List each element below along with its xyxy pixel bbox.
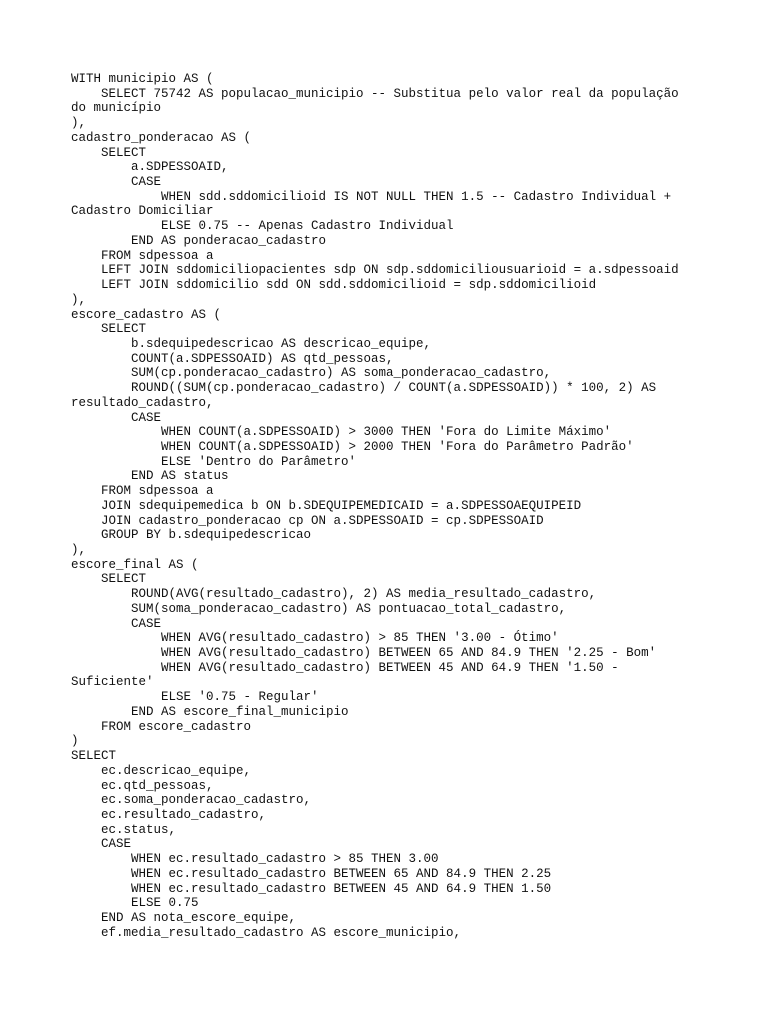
code-line: WITH municipio AS (	[71, 72, 214, 86]
code-line: COUNT(a.SDPESSOAID) AS qtd_pessoas,	[71, 351, 394, 366]
code-line: FROM sdpessoa a	[71, 248, 214, 263]
code-line: ROUND((SUM(cp.ponderacao_cadastro) / COUNT(a.SDPESSOAID)) * 100, 2) AS	[71, 381, 657, 396]
code-line: SELECT	[71, 749, 117, 764]
code-line: WHEN COUNT(a.SDPESSOAID) > 2000 THEN 'Fora do Parâmetro Padrão'	[71, 439, 634, 454]
code-line: do município	[71, 101, 162, 116]
code-line: FROM escore_cadastro	[71, 719, 252, 734]
code-line: WHEN AVG(resultado_cadastro) BETWEEN 45 AND 64.9 THEN '1.50 -	[71, 660, 619, 675]
code-line: SELECT	[71, 572, 147, 587]
code-line: Cadastro Domiciliar	[71, 204, 214, 219]
code-line: ec.descricao_equipe,	[71, 763, 252, 778]
code-line: LEFT JOIN sddomicilio sdd ON sdd.sddomicilioid = sdp.sddomicilioid	[71, 278, 597, 293]
code-line: LEFT JOIN sddomiciliopacientes sdp ON sdp.sddomiciliousuarioid = a.sdpessoaid	[71, 263, 679, 278]
code-line: WHEN ec.resultado_cadastro BETWEEN 65 AND 84.9 THEN 2.25	[71, 866, 552, 881]
code-line: SUM(soma_ponderacao_cadastro) AS pontuacao_total_cadastro,	[71, 601, 567, 616]
code-line: END AS escore_final_municipio	[71, 704, 349, 719]
code-line: ef.media_resultado_cadastro AS escore_municipio,	[71, 925, 462, 940]
code-line: WHEN AVG(resultado_cadastro) BETWEEN 65 AND 84.9 THEN '2.25 - Bom'	[71, 646, 657, 661]
code-line: )	[71, 734, 79, 749]
code-line: ec.soma_ponderacao_cadastro,	[71, 793, 312, 808]
code-line: ec.resultado_cadastro,	[71, 807, 267, 822]
code-line: b.sdequipedescricao AS descricao_equipe,	[71, 336, 432, 351]
sql-code-block	[71, 72, 711, 940]
code-line: CASE	[71, 175, 162, 190]
code-line: escore_final AS (	[71, 557, 199, 572]
code-line: JOIN cadastro_ponderacao cp ON a.SDPESSOAID = cp.SDPESSOAID	[71, 513, 544, 528]
code-line: GROUP BY b.sdequipedescricao	[71, 528, 312, 543]
code-line: ELSE 0.75	[71, 896, 199, 911]
code-line: ELSE '0.75 - Regular'	[71, 690, 319, 705]
code-line: SELECT 75742 AS populacao_municipio -- Substitua pelo valor real da população	[71, 86, 679, 101]
code-line: Suficiente'	[71, 675, 154, 690]
code-line: CASE	[71, 616, 162, 631]
code-line: CASE	[71, 410, 162, 425]
code-line: escore_cadastro AS (	[71, 307, 222, 322]
code-line: ec.status,	[71, 822, 177, 837]
code-line: ec.qtd_pessoas,	[71, 778, 214, 793]
code-line: WHEN ec.resultado_cadastro > 85 THEN 3.00	[71, 852, 439, 867]
code-line: WHEN COUNT(a.SDPESSOAID) > 3000 THEN 'Fora do Limite Máximo'	[71, 425, 612, 440]
code-line: SELECT	[71, 145, 147, 160]
code-line: WHEN sdd.sddomicilioid IS NOT NULL THEN 1.5 -- Cadastro Individual +	[71, 189, 672, 204]
code-line: WHEN AVG(resultado_cadastro) > 85 THEN '3.00 - Ótimo'	[71, 631, 559, 646]
code-line: ROUND(AVG(resultado_cadastro), 2) AS media_resultado_cadastro,	[71, 587, 597, 602]
code-line: resultado_cadastro,	[71, 395, 214, 410]
code-line: JOIN sdequipemedica b ON b.SDEQUIPEMEDICAID = a.SDPESSOAEQUIPEID	[71, 498, 582, 513]
code-line: CASE	[71, 837, 132, 852]
code-line: ),	[71, 116, 87, 131]
code-line: FROM sdpessoa a	[71, 484, 214, 499]
code-line: a.SDPESSOAID,	[71, 160, 229, 175]
code-line: END AS status	[71, 469, 229, 484]
code-line: END AS ponderacao_cadastro	[71, 233, 327, 248]
code-line: ),	[71, 292, 87, 307]
code-line: SUM(cp.ponderacao_cadastro) AS soma_ponderacao_cadastro,	[71, 366, 552, 381]
code-line: WHEN ec.resultado_cadastro BETWEEN 45 AND 64.9 THEN 1.50	[71, 881, 552, 896]
code-line: SELECT	[71, 322, 147, 337]
code-line: ELSE 0.75 -- Apenas Cadastro Individual	[71, 219, 454, 234]
code-line: cadastro_ponderacao AS (	[71, 130, 252, 145]
code-line: ),	[71, 543, 87, 557]
code-line: ELSE 'Dentro do Parâmetro'	[71, 454, 357, 469]
code-line: END AS nota_escore_equipe,	[71, 910, 297, 925]
